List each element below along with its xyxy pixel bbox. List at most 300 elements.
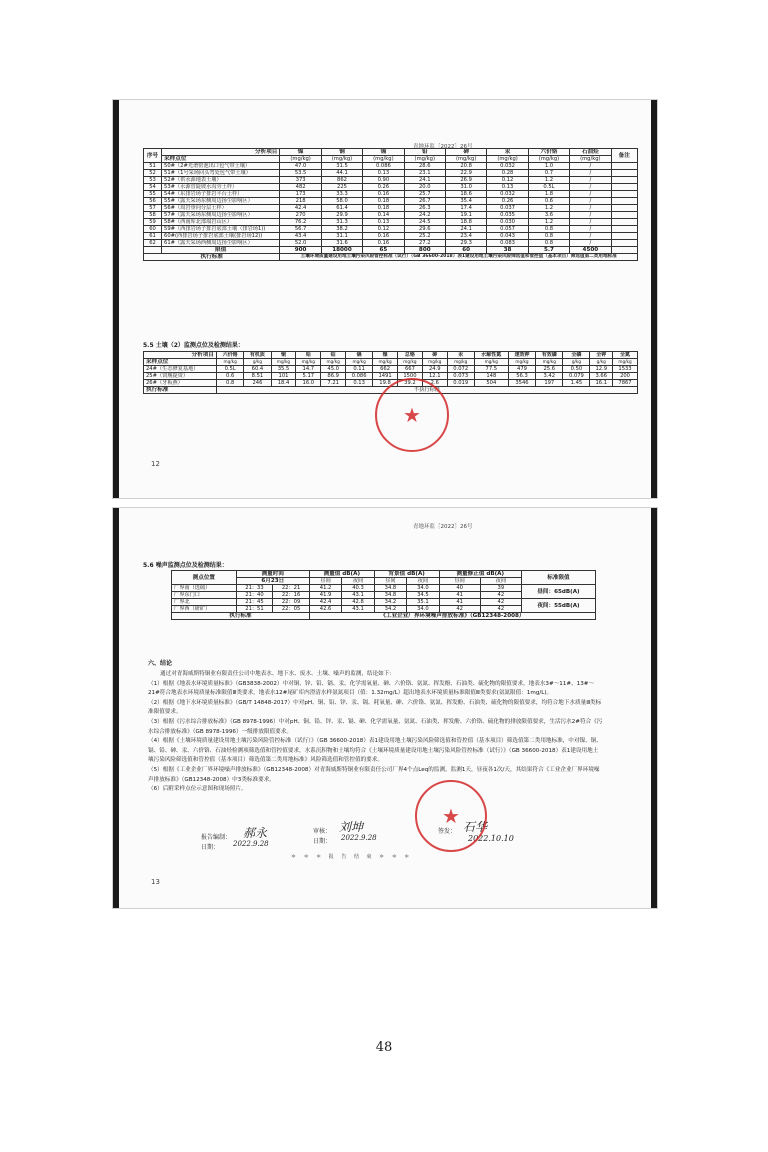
noise-results-table [171,570,596,620]
value-cell: 31.5 [321,163,362,170]
noise-value: 42.6 [309,606,341,613]
seal-star-icon: ★ [403,403,421,427]
remark-cell [611,219,637,226]
soil-results-table-1 [143,148,638,261]
reviewer-date-label: 日期： [313,838,332,845]
col-subheader-1: 夜间 [342,578,374,585]
sample-site: 59#（西排岩场子排岩底部土壤（排岩场1)) [162,226,280,233]
reviewer-label: 审核： [313,828,332,835]
value-cell: 31.3 [321,219,362,226]
prepared-date-label: 日期： [201,844,220,851]
value-cell: 17.4 [445,205,486,212]
table-row [144,373,638,380]
col-header-6: 镍 [373,352,398,359]
value-cell: 24.1 [404,177,445,184]
value-cell: 31.6 [321,240,362,247]
unit-cell: (mg/kg) [404,156,445,163]
value-cell: 0.8 [528,233,569,240]
noise-value: 41.2 [309,585,341,592]
noise-value: 22：05 [273,606,310,613]
value-cell: 0.13 [346,380,373,387]
value-cell: 7867 [613,380,638,387]
value-cell: 0.032 [487,191,528,198]
col-header-8: 汞 [487,149,528,156]
value-cell: 0.50 [563,366,590,373]
value-cell: 1491 [373,373,398,380]
value-cell: 26.9 [445,177,486,184]
value-cell: 3.6 [528,212,569,219]
col-header-2: 铜 [271,352,296,359]
table-row [144,170,638,177]
table-row [144,366,638,373]
value-cell: 0.6 [217,373,244,380]
value-cell: 1.2 [528,219,569,226]
noise-value: 22：09 [273,599,310,606]
value-cell: / [570,212,611,219]
value-cell: 16.1 [590,380,613,387]
sample-site: 50#（2#光谱密池出口包气带土壤） [162,163,280,170]
sample-site: 55#（露天采场东侧周边扬尘影响区） [162,198,280,205]
row-number: 60 [144,226,162,233]
remark-cell [611,177,637,184]
value-cell: / [570,198,611,205]
value-cell: 0.11 [346,366,373,373]
remark-cell [611,212,637,219]
table-row [144,212,638,219]
standard-text: 土壤环境质量建设用地土壤污染风险管控标准（试行）（GB 36600-2018）表1建设用地土壤污染风险筛选值和管控值（基本项目）筛选值第二类用地标准 [280,254,638,261]
value-cell: 148 [474,373,508,380]
value-cell: 29.3 [445,240,486,247]
col-header-0: 六价铬 [217,352,244,359]
unit-cell: mg/kg [422,359,447,366]
conclusion-text [148,670,603,795]
noise-value: 22：21 [273,585,310,592]
value-cell: 33.3 [321,191,362,198]
limit-value: 4500 [570,247,611,254]
unit-cell: (mg/kg) [487,156,528,163]
col-subheader-2: 昼间 [374,578,406,585]
col-header-15: 全氮 [613,352,638,359]
table-row [144,177,638,184]
value-cell: 29.6 [404,226,445,233]
value-cell: 28.6 [404,163,445,170]
scan-edge-right [651,100,657,498]
value-cell: / [570,191,611,198]
value-cell: 1.2 [528,177,569,184]
col-subheader-3: 夜间 [407,578,439,585]
unit-cell: mg/kg [373,359,398,366]
value-cell: 2.6 [422,380,447,387]
conclusion-paragraph: （1）根据《地表水环境质量标准》（GB3838-2002）中对铜、锌、铅、镉、汞、化学需氧量、砷、六价铬、氨氮、挥发酚、石油类、硫化物的限值要求，地表水3#～11#、13#～21#符合地表水环境质量标准限值Ⅲ类要求，地表水12#尾矿库内澄清水样氨氮项目（值：1.32mg/L）超出地表水环境质量标准限值Ⅲ类要求(氨氮限值：1mg/L)。 [148,680,595,697]
value-cell: 173 [280,191,321,198]
value-cell: 0.019 [447,380,474,387]
value-cell: 0.26 [487,198,528,205]
sample-site: 54#（东排岩场子排岩平台土样） [162,191,280,198]
value-cell: 45.0 [321,366,346,373]
col-header-site: 测点位置 [172,571,237,585]
conclusion-title: 六、结论 [148,660,173,667]
row-number: 55 [144,191,162,198]
value-cell: 0.7 [528,170,569,177]
value-cell: 218 [280,198,321,205]
col-header-4: 钴 [321,352,346,359]
noise-value: 42 [439,606,480,613]
value-cell: 0.18 [363,198,404,205]
unit-cell: (mg/kg) [528,156,569,163]
table-row [144,163,638,170]
col-header-6: 铅 [404,149,445,156]
row-number: 53 [144,177,162,184]
noise-value: 21：40 [236,592,273,599]
sample-site: 60#(西排岩场子排岩底部土壤(排岩场12)) [162,233,280,240]
value-cell: 12.9 [590,366,613,373]
noise-value: 34.2 [374,599,406,606]
noise-value: 42 [480,606,521,613]
value-cell: / [570,219,611,226]
conclusion-paragraph: （2）根据《地下水环境质量标准》（GB/T 14848-2017）中对pH、铜、铅、锌、汞、镉、耗氧量、砷、六价铬、氨氮、挥发酚、石油类、硫化物的限值要求，均符合地下水质量Ⅲ类标准限值要求。 [148,699,602,716]
remark-cell [611,233,637,240]
sample-site: 24#（生态修复基地） [144,366,217,373]
value-cell: 101 [271,373,296,380]
noise-value: 34.0 [407,585,439,592]
standard-label: 执行标准 [144,254,280,261]
value-cell: / [570,170,611,177]
value-cell: 0.057 [487,226,528,233]
conclusion-paragraph: （5）根据《工业企业厂界环境噪声排放标准》（GB12348-2008）对青海威斯特铜业有限责任公司厂界4个点Leq的监测，监测1天，昼夜各1次/天，其结果符合《工业企业厂界环境噪声排放标准》（GB12348-2008）中3类标准要求。 [148,766,600,783]
row-number: 58 [144,212,162,219]
value-cell: 31.1 [321,233,362,240]
sample-site: 61#（露天采场西侧周边扬尘影响区） [162,240,280,247]
col-header-14: 全钾 [590,352,613,359]
col-header-7: 总铬 [398,352,423,359]
value-cell: 5.17 [296,373,321,380]
table-header-unit-row [144,359,638,366]
unit-cell: g/kg [563,359,590,366]
value-cell: 53.5 [280,170,321,177]
value-cell: 19.8 [373,380,398,387]
value-cell: 0.18 [363,205,404,212]
report-page-13 [113,508,657,908]
value-cell: 23.4 [445,233,486,240]
limit-value: 38 [487,247,528,254]
noise-row [172,599,596,606]
value-cell: 39.2 [398,380,423,387]
row-number: 56 [144,198,162,205]
value-cell: 667 [398,366,423,373]
noise-value: 42 [480,599,521,606]
value-cell: 0.8 [217,380,244,387]
value-cell: / [570,205,611,212]
report-end-marker: ＊ ＊ ＊ 报 告 结 束 ＊ ＊ ＊ [291,854,413,860]
scan-edge-left [113,100,119,498]
noise-value: 41 [439,592,480,599]
unit-cell: g/kg [590,359,613,366]
value-cell: 44.1 [321,170,362,177]
noise-site: 厂界北 [172,599,237,606]
limit-value: 5.7 [528,247,569,254]
value-cell: 16.0 [296,380,321,387]
noise-value: 34.8 [374,592,406,599]
col-header-date: 6月23日 [236,578,309,585]
noise-site: 厂界南（选硫） [172,585,237,592]
row-number: 62 [144,240,162,247]
value-cell: 86.9 [321,373,346,380]
document-page-number: 48 [375,1040,393,1055]
unit-cell: mg/kg [536,359,563,366]
value-cell: 29.9 [321,212,362,219]
value-cell: 7.21 [321,380,346,387]
sample-site: 53#（水源管陡坡水沟旁土样） [162,184,280,191]
table-header-unit-row [144,156,638,163]
unit-cell: (mg/kg) [321,156,362,163]
reviewer-signature: 刘坤 [339,820,364,834]
unit-cell: mg/kg [321,359,346,366]
value-cell: 25.7 [404,191,445,198]
value-cell: 26.3 [404,205,445,212]
col-header-4: 铜 [321,149,362,156]
remark-cell [611,191,637,198]
value-cell: 1.8 [528,191,569,198]
noise-value: 40 [439,585,480,592]
page-number-12: 12 [151,460,160,468]
value-cell: 246 [244,380,271,387]
limit-blank [144,247,162,254]
conclusion-paragraph: （6）后附采样点位示意图和现场照片。 [148,786,247,793]
value-cell: 0.043 [487,233,528,240]
value-cell: 0.28 [487,170,528,177]
value-cell: 25.6 [536,366,563,373]
value-cell: 0.086 [346,373,373,380]
value-cell: 1.45 [563,380,590,387]
value-cell: 22.9 [445,170,486,177]
limit-value: 800 [404,247,445,254]
limit-remark [611,247,637,254]
value-cell: 20.0 [404,184,445,191]
unit-cell: (mg/kg) [363,156,404,163]
value-cell: / [570,163,611,170]
remark-cell [611,198,637,205]
table-header-row [144,149,638,156]
standard-row [172,613,596,620]
noise-value: 22：16 [273,592,310,599]
limit-value: 18000 [321,247,362,254]
noise-site: 厂界西（研矿） [172,606,237,613]
value-cell: 0.12 [487,177,528,184]
report-reference: 青地环监［2022］26号 [413,524,473,530]
value-cell: 0.16 [363,191,404,198]
remark-cell [611,184,637,191]
value-cell: 24.5 [404,219,445,226]
col-header-analysis: 分析项目 [162,149,280,156]
col-header-background: 背景值 dB(A) [374,571,439,578]
unit-cell: mg/kg [613,359,638,366]
remark-cell [611,226,637,233]
value-cell: 0.13 [487,184,528,191]
col-header-12: 有效磷 [536,352,563,359]
table-row [144,191,638,198]
value-cell: 19.1 [445,212,486,219]
col-header-11: 速效钾 [508,352,535,359]
limit-label: 限值 [162,247,280,254]
value-cell: / [570,184,611,191]
value-cell: 3.66 [590,373,613,380]
value-cell: 479 [508,366,535,373]
noise-value: 34.5 [407,592,439,599]
col-header-measured: 测量值 dB(A) [309,571,374,578]
value-cell: 0.8 [528,240,569,247]
limit-value: 65 [363,247,404,254]
value-cell: 0.13 [363,170,404,177]
value-cell: 18.8 [445,219,486,226]
sample-site: 52#（供水源地表土壤） [162,177,280,184]
issue-date: 2022.10.10 [468,834,514,843]
official-seal-stamp-2 [415,780,487,852]
col-header-10: 水解性氮 [474,352,508,359]
col-header-1: 有机质 [244,352,271,359]
value-cell: 0.032 [487,163,528,170]
sample-site: 51#（1号采场回头弯处包气带土壤） [162,170,280,177]
unit-cell: mg/kg [398,359,423,366]
prepared-date: 2022.9.28 [233,840,269,848]
row-number: 51 [144,163,162,170]
value-cell: 18.6 [445,191,486,198]
value-cell: 61.4 [321,205,362,212]
value-cell: 3.42 [536,373,563,380]
noise-value: 42.8 [342,599,374,606]
value-cell: 0.037 [487,205,528,212]
noise-header-row [172,571,596,578]
value-cell: 18.4 [271,380,296,387]
col-header-8: 砷 [422,352,447,359]
scan-edge-left [113,508,119,908]
value-cell: 24.1 [445,226,486,233]
unit-cell: mg/kg [346,359,373,366]
prepared-by-signature: 郝永 [243,826,268,840]
value-cell: 25.2 [404,233,445,240]
noise-row [172,585,596,592]
noise-site: 厂界东门口 [172,592,237,599]
value-cell: 0.90 [363,177,404,184]
prepared-by-label: 报告编制： [201,834,232,841]
col-header-10: 石油烃 [570,149,611,156]
soil-2-section-title: 5.5 土壤（2）监测点位及检测结果： [143,342,244,349]
noise-value: 34.2 [374,606,406,613]
col-header-13: 全磷 [563,352,590,359]
scan-edge-right [651,508,657,908]
value-cell: 1500 [398,373,423,380]
col-header-7: 砷 [445,149,486,156]
sample-site: 57#（露天采场东侧周边扬尘影响区） [162,212,280,219]
unit-cell: mg/kg [296,359,321,366]
value-cell: 60.4 [244,366,271,373]
value-cell: 0.086 [363,163,404,170]
remark-cell [611,170,637,177]
value-cell: / [570,177,611,184]
issuer-signature: 石华 [463,820,488,834]
seal-star-icon: ★ [442,804,460,828]
value-cell: 58.0 [321,198,362,205]
remark-cell [611,240,637,247]
row-number: 54 [144,184,162,191]
row-number: 59 [144,219,162,226]
value-cell: 1.0 [528,163,569,170]
value-cell: 0.13 [363,219,404,226]
limit-value: 60 [445,247,486,254]
conclusion-paragraph: （4）根据《土壤环境质量建设用地土壤污染风险管控标准（试行）》（GB 36600-2018）表1建设用地土壤污染风险筛选值和管控值（基本项目）筛选值第二类用地标准，中对镍、铜、镉、铅、砷、汞、六价铬、石油烃检测项筛选值和管控值要求，水系沉积物和土壤均符合《土壤环境质量建设用地土壤污染风险管控标准（试行）》（GB 36600-2018）表1建设用地土壤污染风险筛选值和管控值（基本项目）筛选值第二类用地标准》风险筛选值和管控值的要求。 [148,738,602,764]
col-header-time: 测量时间 [236,571,309,578]
col-header-9: 六价铬 [528,149,569,156]
value-cell: 0.079 [563,373,590,380]
value-cell: 14.7 [296,366,321,373]
value-cell: 197 [536,380,563,387]
value-cell: 225 [321,184,362,191]
standard-label: 执行标准 [144,387,217,394]
value-cell: 1.2 [528,205,569,212]
limit-night: 夜间：55dB(A) [521,599,595,613]
sample-site: 56#（周岩垂向分层土样） [162,205,280,212]
value-cell: / [570,240,611,247]
table-row [144,184,638,191]
value-cell: 482 [280,184,321,191]
standard-row [144,254,638,261]
standard-label: 执行标准 [172,613,310,620]
value-cell: 42.4 [280,205,321,212]
col-header-3: 镍 [280,149,321,156]
value-cell: 35.4 [445,198,486,205]
remark-cell [611,205,637,212]
col-header-analysis: 分析项目 [144,352,217,359]
col-header-site: 采样点位 [162,156,280,163]
value-cell: 35.5 [271,366,296,373]
value-cell: 662 [373,366,398,373]
col-subheader-5: 夜间 [480,578,521,585]
noise-value: 39 [480,585,521,592]
noise-value: 34.0 [407,606,439,613]
issuer-label: 签发： [438,828,457,835]
limit-row [144,247,638,254]
sample-site: 58#（西南库北部塌岩山区） [162,219,280,226]
value-cell: 24.9 [422,366,447,373]
value-cell: / [570,226,611,233]
conclusion-paragraph: 通过对青海威斯特铜业有限责任公司中地表水、地下水、废水、土壤、噪声的监测，结论如下： [160,671,395,677]
value-cell: 43.4 [280,233,321,240]
table-header-row [144,352,638,359]
conclusion-paragraph: （3）根据《污水综合排放标准》（GB 8978-1996）中对pH、铜、铅、锌、汞、镉、砷、化学需氧量、氨氮、石油类、挥发酚、六价铬、硫化物的排放限值要求，生活污水2#符合《污水综合排放标准》（GB 8978-1996）一级排放限值要求。 [148,718,603,735]
value-cell: 0.16 [363,233,404,240]
value-cell: 0.072 [447,366,474,373]
noise-value: 41.9 [309,592,341,599]
row-number: 61 [144,233,162,240]
value-cell: 270 [280,212,321,219]
col-header-5: 镉 [363,149,404,156]
noise-value: 40.3 [342,585,374,592]
limit-day: 昼间：65dB(A) [521,585,595,599]
unit-cell: (mg/kg) [280,156,321,163]
value-cell: 31.0 [445,184,486,191]
unit-cell: (mg/kg) [570,156,611,163]
value-cell: 3546 [508,380,535,387]
table-row [144,233,638,240]
unit-cell: g/kg [244,359,271,366]
table-row [144,198,638,205]
unit-cell: mg/kg [271,359,296,366]
noise-value: 21：51 [236,606,273,613]
value-cell: 56.7 [280,226,321,233]
value-cell: 0.26 [363,184,404,191]
value-cell: 8.51 [244,373,271,380]
value-cell: 0.035 [487,212,528,219]
noise-value: 34.8 [374,585,406,592]
